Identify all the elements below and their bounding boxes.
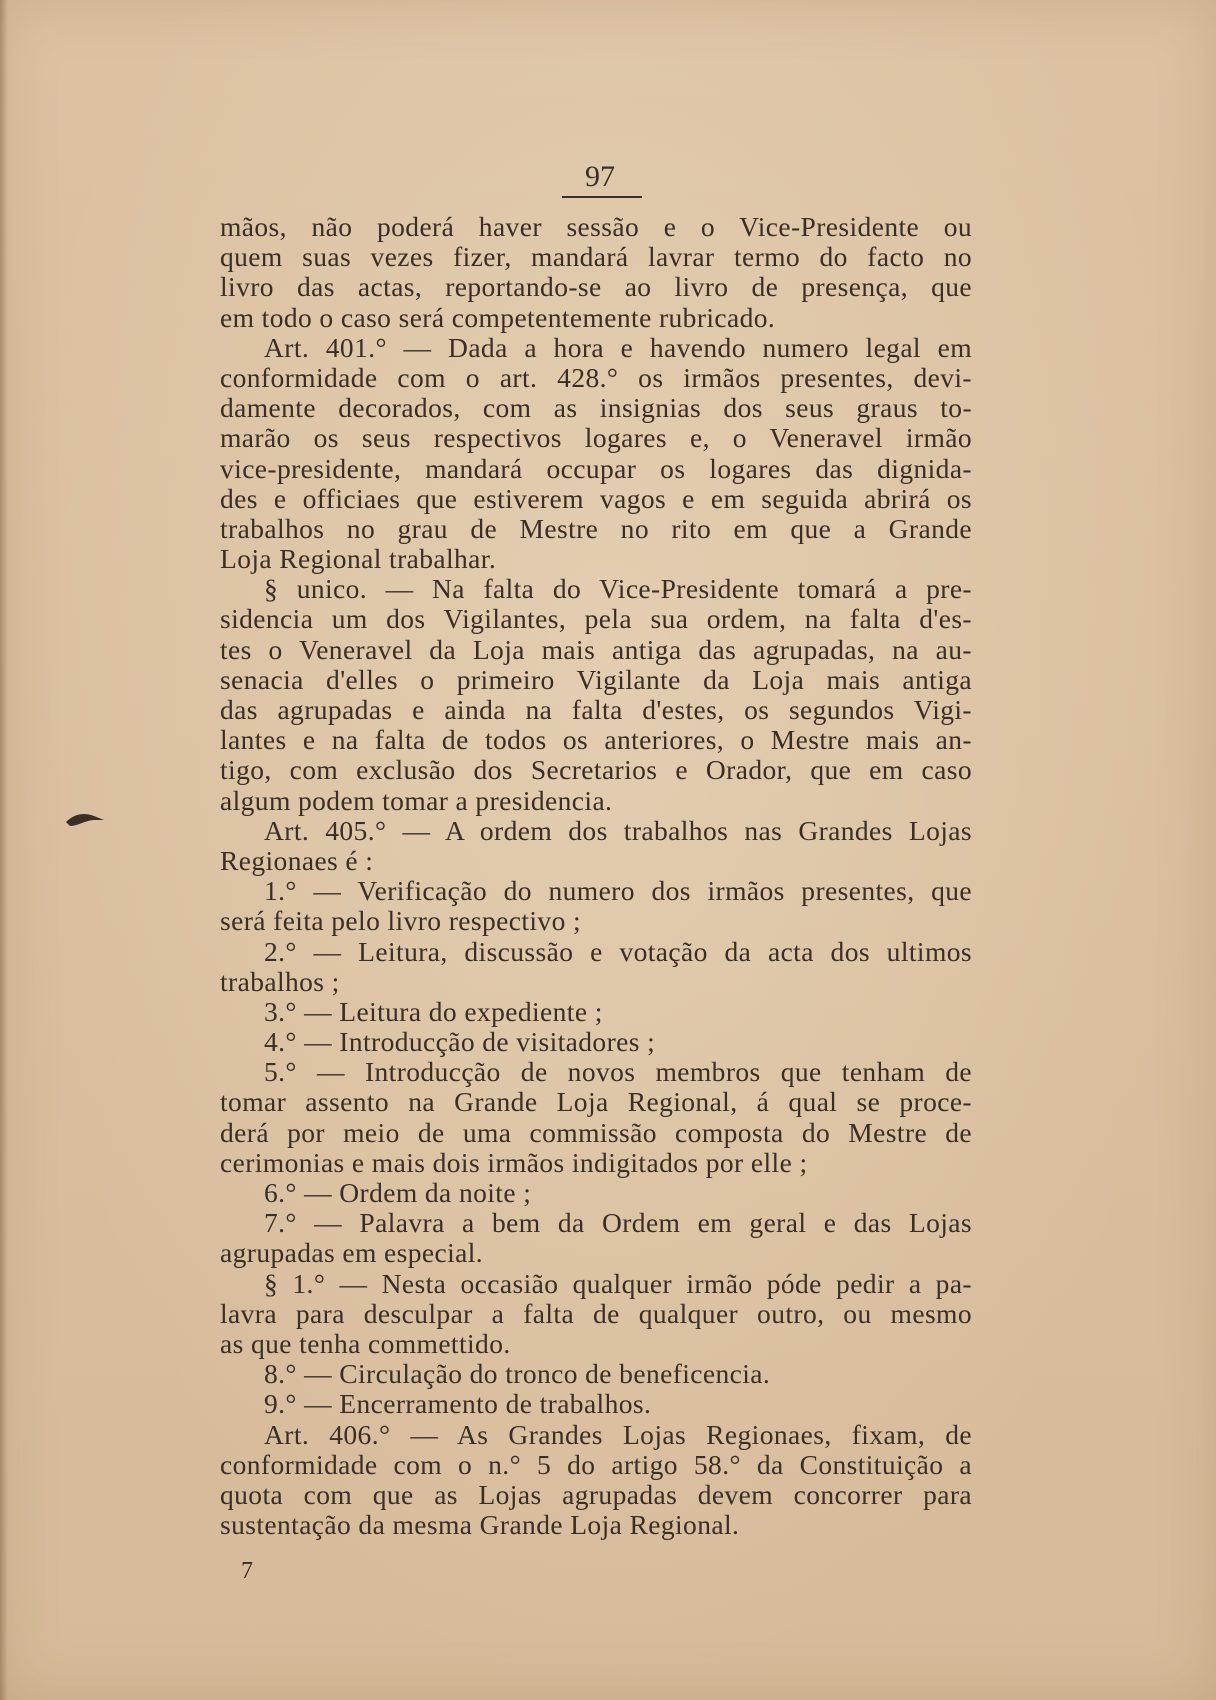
text-line: tomar assento na Grande Loja Regional, á qual se proce- bbox=[220, 1086, 972, 1118]
text-line: conformidade com o art. 428.° os irmãos presentes, devi- bbox=[220, 361, 972, 393]
text-line: Art. 401.° — Dada a hora e havendo numero legal em bbox=[264, 331, 972, 363]
text-line: sidencia um dos Vigilantes, pela sua ordem, na falta d'es- bbox=[220, 603, 972, 635]
text-line: 2.° — Leitura, discussão e votação da acta dos ultimos bbox=[264, 935, 972, 967]
text-line: 1.° — Verificação do numero dos irmãos presentes, que bbox=[264, 875, 972, 907]
text-line: § 1.° — Nesta occasião qualquer irmão póde pedir a pa- bbox=[264, 1267, 972, 1299]
text-line: trabalhos ; bbox=[220, 965, 340, 997]
text-line: livro das actas, reportando-se ao livro de presença, que bbox=[220, 271, 972, 303]
text-line: 9.° — Encerramento de trabalhos. bbox=[264, 1388, 652, 1420]
text-line: senacia d'elles o primeiro Vigilante da Loja mais antiga bbox=[220, 663, 972, 695]
text-line: 3.° — Leitura do expediente ; bbox=[264, 995, 603, 1027]
text-line: sustentação da mesma Grande Loja Regional. bbox=[220, 1509, 740, 1541]
text-line: Loja Regional trabalhar. bbox=[220, 543, 497, 575]
text-line: § unico. — Na falta do Vice-Presidente tomará a pre- bbox=[264, 573, 972, 605]
text-line: será feita pelo livro respectivo ; bbox=[220, 905, 582, 937]
text-line: das agrupadas e ainda na falta d'estes, os segundos Vigi- bbox=[220, 694, 972, 725]
text-line: conformidade com o n.° 5 do artigo 58.° da Constituição a bbox=[220, 1448, 972, 1480]
text-line: as que tenha commettido. bbox=[220, 1327, 511, 1359]
text-line: damente decorados, com as insignias dos seus graus to- bbox=[220, 392, 972, 424]
text-line: agrupadas em especial. bbox=[220, 1237, 484, 1269]
text-line: vice-presidente, mandará occupar os logares das dignida- bbox=[220, 452, 972, 484]
text-line: 4.° — Introducção de visitadores ; bbox=[264, 1026, 656, 1058]
text-line: 6.° — Ordem da noite ; bbox=[264, 1177, 532, 1208]
text-line: tes o Veneravel da Loja mais antiga das agrupadas, na au- bbox=[220, 633, 972, 665]
text-line: Regionaes é : bbox=[220, 844, 374, 876]
text-line: trabalhos no grau de Mestre no rito em que a Grande bbox=[220, 512, 972, 544]
ink-mark-icon bbox=[64, 808, 108, 830]
text-line: algum podem tomar a presidencia. bbox=[220, 784, 613, 816]
text-line: cerimonias e mais dois irmãos indigitados por elle ; bbox=[220, 1146, 808, 1178]
text-line: Art. 405.° — A ordem dos trabalhos nas Grandes Lojas bbox=[264, 814, 972, 846]
text-line: em todo o caso será competentemente rubricado. bbox=[220, 301, 776, 333]
signature-mark: 7 bbox=[241, 1558, 253, 1584]
text-line: quem suas vezes fizer, mandará lavrar termo do facto no bbox=[220, 241, 972, 273]
text-line: lantes e na falta de todos os anteriores, o Mestre mais an- bbox=[220, 724, 972, 756]
text-line: 8.° — Circulação do tronco de beneficencia. bbox=[264, 1358, 771, 1390]
text-line: quota com que as Lojas agrupadas devem concorrer para bbox=[220, 1478, 972, 1510]
text-line: Art. 406.° — As Grandes Lojas Regionaes, fixam, de bbox=[264, 1418, 972, 1450]
text-line: derá por meio de uma commissão composta do Mestre de bbox=[220, 1116, 972, 1148]
text-line: 7.° — Palavra a bem da Ordem em geral e das Lojas bbox=[264, 1207, 972, 1239]
text-line: tigo, com exclusão dos Secretarios e Orador, que em caso bbox=[220, 754, 972, 786]
body-text bbox=[220, 212, 972, 1540]
page-left-edge bbox=[0, 0, 8, 1700]
text-line: lavra para desculpar a falta de qualquer outro, ou mesmo bbox=[220, 1297, 972, 1329]
page-number: 97 bbox=[585, 160, 615, 193]
text-line: mãos, não poderá haver sessão e o Vice-Presidente ou bbox=[220, 211, 972, 242]
text-line: marão os seus respectivos logares e, o Veneravel irmão bbox=[220, 422, 972, 454]
text-line: des e officiaes que estiverem vagos e em seguida abrirá os bbox=[220, 482, 972, 514]
page-number-rule bbox=[562, 196, 642, 198]
text-line: 5.° — Introducção de novos membros que tenham de bbox=[264, 1056, 972, 1088]
